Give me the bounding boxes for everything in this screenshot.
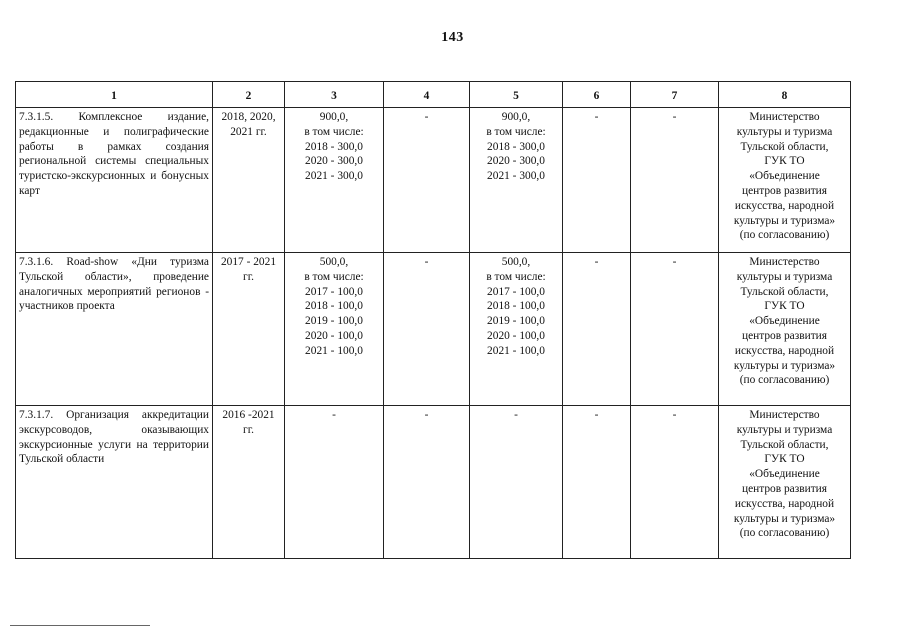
measure-period: 2018, 2020, 2021 гг. (213, 108, 285, 253)
funding-column-4: - (384, 253, 470, 406)
header-row (16, 82, 851, 108)
responsible-executor: Министерство культуры и туризма Тульской области, ГУК ТО «Объединение центров развития искусства, народной культуры и туризма» (по согласованию) (719, 108, 851, 253)
funding-column-7: - (631, 406, 719, 559)
measure-period: 2017 - 2021 гг. (213, 253, 285, 406)
funding-total: 500,0, в том числе: 2017 - 100,0 2018 - 100,0 2019 - 100,0 2020 - 100,0 2021 - 100,0 (285, 253, 384, 406)
responsible-executor: Министерство культуры и туризма Тульской области, ГУК ТО «Объединение центров развития искусства, народной культуры и туризма» (по согласованию) (719, 253, 851, 406)
page-number: 143 (441, 30, 464, 45)
measure-name: 7.3.1.5. Комплексное издание, редакционные и полиграфические работы в рамках создания региональной системы специальных туристско-экскурсионных и бонусных карт (16, 108, 213, 253)
responsible-executor: Министерство культуры и туризма Тульской области, ГУК ТО «Объединение центров развития искусства, народной культуры и туризма» (по согласованию) (719, 406, 851, 559)
measure-name: 7.3.1.7. Организация аккредитации экскурсоводов, оказывающих экскурсионные услуги на территории Тульской области (16, 406, 213, 559)
funding-column-4: - (384, 108, 470, 253)
funding-column-5: 500,0, в том числе: 2017 - 100,0 2018 - 100,0 2019 - 100,0 2020 - 100,0 2021 - 100,0 (470, 253, 563, 406)
funding-column-6: - (563, 406, 631, 559)
column-header-5: 5 (470, 82, 563, 108)
funding-column-6: - (563, 253, 631, 406)
funding-column-5: 900,0, в том числе: 2018 - 300,0 2020 - 300,0 2021 - 300,0 (470, 108, 563, 253)
funding-column-6: - (563, 108, 631, 253)
measures-table (15, 81, 851, 559)
column-header-8: 8 (719, 82, 851, 108)
column-header-7: 7 (631, 82, 719, 108)
footnote-divider (10, 625, 150, 626)
measure-name: 7.3.1.6. Road-show «Дни туризма Тульской области», проведение аналогичных мероприятий регионов - участников проекта (16, 253, 213, 406)
funding-total: 900,0, в том числе: 2018 - 300,0 2020 - 300,0 2021 - 300,0 (285, 108, 384, 253)
column-header-1: 1 (16, 82, 213, 108)
funding-column-4: - (384, 406, 470, 559)
table-row (16, 253, 851, 406)
column-header-4: 4 (384, 82, 470, 108)
funding-column-7: - (631, 253, 719, 406)
column-header-3: 3 (285, 82, 384, 108)
table-row (16, 406, 851, 559)
column-header-2: 2 (213, 82, 285, 108)
table-row (16, 108, 851, 253)
funding-column-5: - (470, 406, 563, 559)
column-header-6: 6 (563, 82, 631, 108)
measure-period: 2016 -2021 гг. (213, 406, 285, 559)
funding-total: - (285, 406, 384, 559)
funding-column-7: - (631, 108, 719, 253)
